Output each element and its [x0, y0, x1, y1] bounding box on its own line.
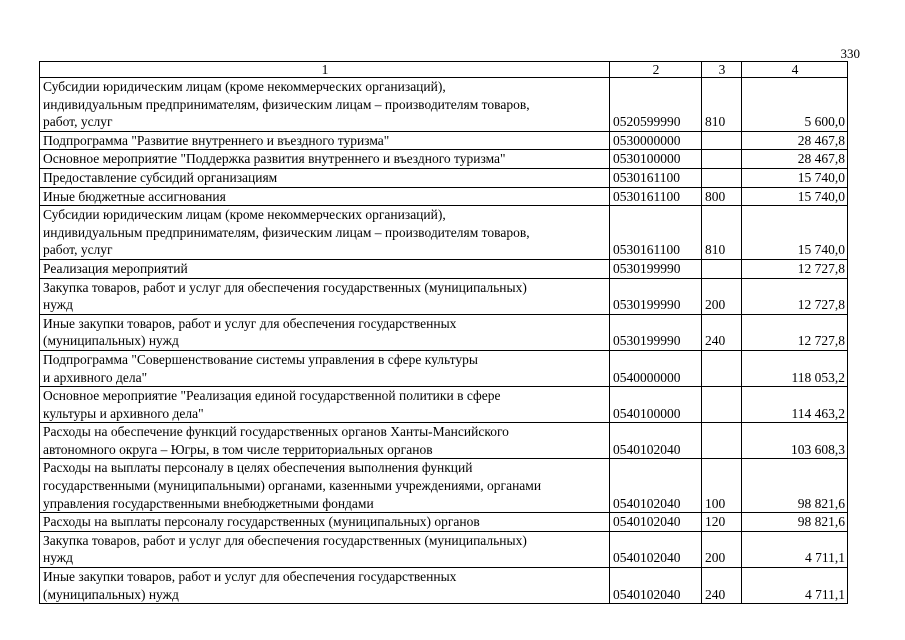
- row-code-cell: 0540102040: [610, 568, 702, 604]
- row-name-cell: [40, 206, 610, 260]
- row-name-line: и архивного дела": [43, 369, 148, 385]
- row-type-cell: 200: [702, 278, 742, 314]
- row-name-cell: [40, 314, 610, 350]
- row-amount-cell: 12 727,8: [742, 278, 848, 314]
- table-row: [40, 168, 848, 187]
- row-type-cell: 800: [702, 187, 742, 206]
- row-name-cell: [40, 278, 610, 314]
- row-code-cell: 0530161100: [610, 187, 702, 206]
- row-type-cell: 810: [702, 206, 742, 260]
- row-amount-cell: 4 711,1: [742, 531, 848, 567]
- table-row: [40, 459, 848, 513]
- row-name-line: Подпрограмма "Развитие внутреннего и въездного туризма": [43, 132, 390, 148]
- table-row: [40, 150, 848, 169]
- row-code-cell: 0540102040: [610, 459, 702, 513]
- row-name-line: индивидуальным предпринимателям, физическим лицам – производителям товаров,: [43, 96, 530, 112]
- row-name-line: Предоставление субсидий организациям: [43, 169, 278, 185]
- row-type-cell: 200: [702, 531, 742, 567]
- column-header-code: 2: [610, 62, 702, 78]
- row-name-line: Закупка товаров, работ и услуг для обеспечения государственных (муниципальных): [43, 532, 527, 548]
- row-name-line: (муниципальных) нужд: [43, 586, 179, 602]
- row-name-line: Основное мероприятие "Поддержка развития внутреннего и въездного туризма": [43, 151, 506, 167]
- row-code-cell: 0540102040: [610, 531, 702, 567]
- table-header-row: [40, 62, 848, 78]
- row-name-cell: [40, 168, 610, 187]
- row-name-cell: [40, 150, 610, 169]
- table-row: [40, 513, 848, 532]
- row-code-cell: 0540102040: [610, 513, 702, 532]
- table-row: [40, 187, 848, 206]
- row-name-line: Расходы на выплаты персоналу в целях обеспечения выполнения функций: [43, 460, 473, 476]
- row-type-cell: [702, 168, 742, 187]
- row-name-line: нужд: [43, 297, 73, 313]
- row-name-line: управления государственными внебюджетными фондами: [43, 495, 374, 511]
- row-type-cell: 120: [702, 513, 742, 532]
- budget-table: [39, 61, 848, 604]
- row-type-cell: [702, 423, 742, 459]
- row-amount-cell: 28 467,8: [742, 131, 848, 150]
- row-name-line: Иные бюджетные ассигнования: [43, 188, 226, 204]
- table-row: [40, 423, 848, 459]
- table-row: [40, 131, 848, 150]
- page-number: 330: [840, 46, 860, 61]
- row-code-cell: 0530199990: [610, 278, 702, 314]
- row-name-line: работ, услуг: [43, 242, 113, 258]
- row-name-line: (муниципальных) нужд: [43, 333, 179, 349]
- row-name-cell: [40, 459, 610, 513]
- row-code-cell: 0520599990: [610, 78, 702, 132]
- row-name-cell: [40, 350, 610, 386]
- row-type-cell: 240: [702, 314, 742, 350]
- row-amount-cell: 5 600,0: [742, 78, 848, 132]
- row-name-cell: [40, 187, 610, 206]
- row-amount-cell: 28 467,8: [742, 150, 848, 169]
- row-name-line: Реализация мероприятий: [43, 260, 188, 276]
- row-amount-cell: 114 463,2: [742, 387, 848, 423]
- row-code-cell: 0530161100: [610, 206, 702, 260]
- row-type-cell: [702, 259, 742, 278]
- row-name-line: работ, услуг: [43, 114, 113, 130]
- row-name-cell: [40, 387, 610, 423]
- row-type-cell: 810: [702, 78, 742, 132]
- row-name-line: Иные закупки товаров, работ и услуг для обеспечения государственных: [43, 315, 457, 331]
- row-name-line: автономного округа – Югры, в том числе территориальных органов: [43, 441, 433, 457]
- table-row: [40, 259, 848, 278]
- row-type-cell: 100: [702, 459, 742, 513]
- row-name-cell: [40, 78, 610, 132]
- row-name-cell: [40, 568, 610, 604]
- table-row: [40, 78, 848, 132]
- row-amount-cell: 15 740,0: [742, 206, 848, 260]
- row-amount-cell: 98 821,6: [742, 459, 848, 513]
- row-amount-cell: 98 821,6: [742, 513, 848, 532]
- table-row: [40, 568, 848, 604]
- column-header-amount: 4: [742, 62, 848, 78]
- row-type-cell: [702, 150, 742, 169]
- row-type-cell: [702, 350, 742, 386]
- table-row: [40, 350, 848, 386]
- row-code-cell: 0540102040: [610, 423, 702, 459]
- row-type-cell: [702, 387, 742, 423]
- row-name-cell: [40, 423, 610, 459]
- row-name-line: культуры и архивного дела": [43, 405, 204, 421]
- row-name-line: индивидуальным предпринимателям, физическим лицам – производителям товаров,: [43, 224, 530, 240]
- column-header-type: 3: [702, 62, 742, 78]
- row-name-line: Закупка товаров, работ и услуг для обеспечения государственных (муниципальных): [43, 279, 527, 295]
- row-amount-cell: 103 608,3: [742, 423, 848, 459]
- row-code-cell: 0540100000: [610, 387, 702, 423]
- row-name-line: Подпрограмма "Совершенствование системы управления в сфере культуры: [43, 351, 478, 367]
- row-name-line: Субсидии юридическим лицам (кроме некоммерческих организаций),: [43, 79, 446, 94]
- row-code-cell: 0530000000: [610, 131, 702, 150]
- table-row: [40, 278, 848, 314]
- row-code-cell: 0530199990: [610, 314, 702, 350]
- row-name-cell: [40, 259, 610, 278]
- table-row: [40, 206, 848, 260]
- row-type-cell: 240: [702, 568, 742, 604]
- row-code-cell: 0530161100: [610, 168, 702, 187]
- row-amount-cell: 118 053,2: [742, 350, 848, 386]
- row-name-cell: [40, 531, 610, 567]
- table-row: [40, 387, 848, 423]
- row-amount-cell: 15 740,0: [742, 187, 848, 206]
- table-row: [40, 314, 848, 350]
- row-name-line: Субсидии юридическим лицам (кроме некоммерческих организаций),: [43, 207, 446, 223]
- row-type-cell: [702, 131, 742, 150]
- row-name-line: Основное мероприятие "Реализация единой государственной политики в сфере: [43, 388, 501, 404]
- row-code-cell: 0530199990: [610, 259, 702, 278]
- column-header-name: 1: [40, 62, 610, 78]
- row-name-cell: [40, 131, 610, 150]
- row-amount-cell: 12 727,8: [742, 259, 848, 278]
- row-name-line: государственными (муниципальными) органами, казенными учреждениями, органами: [43, 478, 542, 494]
- table-row: [40, 531, 848, 567]
- row-code-cell: 0530100000: [610, 150, 702, 169]
- row-amount-cell: 12 727,8: [742, 314, 848, 350]
- row-name-cell: [40, 513, 610, 532]
- row-amount-cell: 15 740,0: [742, 168, 848, 187]
- row-name-line: Расходы на выплаты персоналу государственных (муниципальных) органов: [43, 514, 480, 530]
- row-name-line: Иные закупки товаров, работ и услуг для обеспечения государственных: [43, 569, 457, 585]
- row-name-line: Расходы на обеспечение функций государственных органов Ханты-Мансийского: [43, 424, 509, 440]
- row-amount-cell: 4 711,1: [742, 568, 848, 604]
- budget-table-body: [40, 62, 848, 604]
- row-code-cell: 0540000000: [610, 350, 702, 386]
- row-name-line: нужд: [43, 550, 73, 566]
